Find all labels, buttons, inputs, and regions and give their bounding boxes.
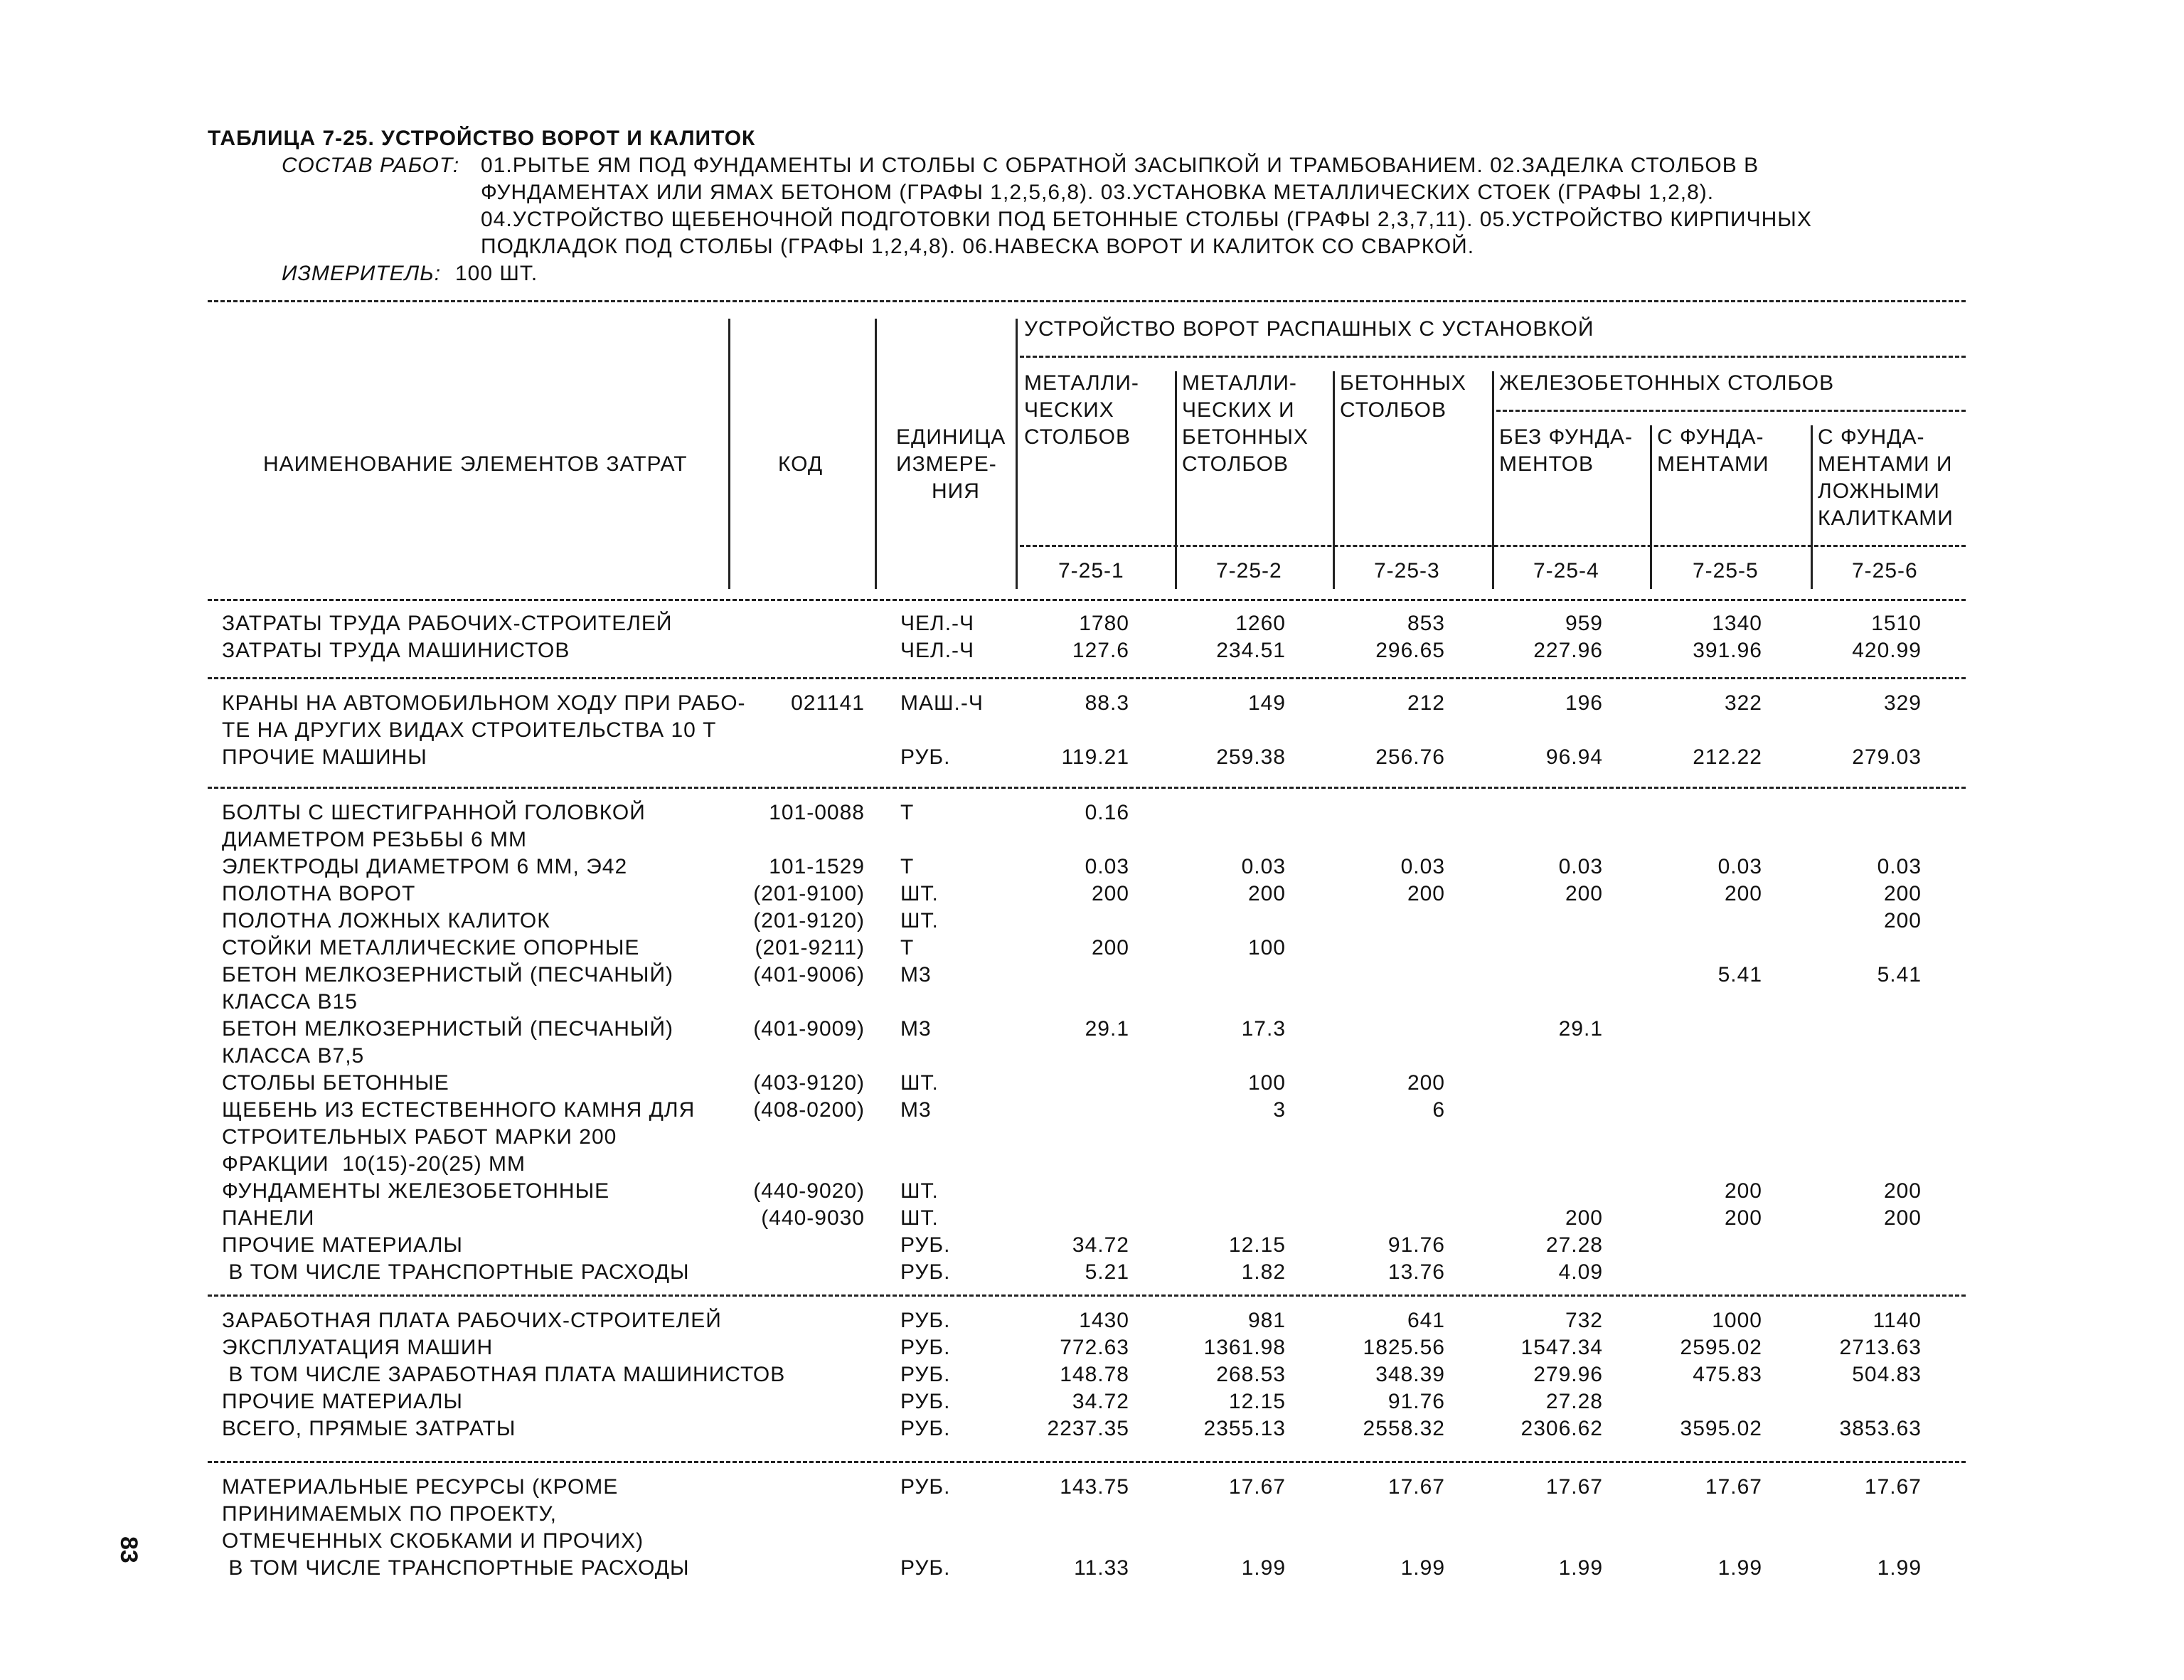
row-value: 2558.32 [1363,1417,1445,1440]
header-sub-rc-c: КАЛИТКАМИ [1818,506,1954,530]
row-value: 1780 [1079,612,1129,635]
row-value: 2237.35 [1047,1417,1129,1440]
header-unit-column: НИЯ [932,479,980,503]
row-value: 0.03 [1241,855,1286,878]
header-divider [875,319,877,589]
header-divider [1016,319,1018,589]
row-value: 29.1 [1558,1017,1603,1041]
composition-line: ФУНДАМЕНТАХ ИЛИ ЯМАХ БЕТОНОМ (ГРАФЫ 1,2,5,6,8). 03.УСТАНОВКА МЕТАЛЛИЧЕСКИХ СТОЕК (ГРАФЫ 1,2,8). [481,181,1715,204]
header-codes-rule [1020,545,1966,547]
row-unit: Т [900,936,915,959]
section-rule [208,677,1966,679]
row-name: КЛАССА В15 [222,990,358,1014]
row-value: 279.03 [1852,745,1922,769]
header-sub-rc: ЖЕЛЕЗОБЕТОННЫХ СТОЛБОВ [1499,371,1835,395]
column-code: 7-25-6 [1852,559,1918,583]
header-bottom-rule [208,599,1966,601]
row-name: БЕТОН МЕЛКОЗЕРНИСТЫЙ (ПЕСЧАНЫЙ) [222,963,673,987]
row-code: (201-9100) [753,882,865,905]
row-value: 1825.56 [1363,1336,1445,1359]
header-sub-rc-c: С ФУНДА- [1818,425,1925,449]
row-name: В ТОМ ЧИСЛЕ ТРАНСПОРТНЫЕ РАСХОДЫ [222,1260,690,1284]
row-value: 296.65 [1375,639,1445,662]
row-value: 88.3 [1085,691,1129,715]
row-value: 420.99 [1852,639,1922,662]
row-value: 200 [1091,936,1129,959]
header-sub-rc-c: МЕНТАМИ И [1818,452,1953,476]
row-name: СТРОИТЕЛЬНЫХ РАБОТ МАРКИ 200 [222,1125,617,1149]
row-name: ПРОЧИЕ МАШИНЫ [222,745,427,769]
row-value: 2306.62 [1520,1417,1603,1440]
composition-line: 04.УСТРОЙСТВО ЩЕБЕНОЧНОЙ ПОДГОТОВКИ ПОД БЕТОННЫЕ СТОЛБЫ (ГРАФЫ 2,3,7,11). 05.УСТРОЙСТВО КИРПИЧНЫХ [481,208,1812,231]
row-name: БЕТОН МЕЛКОЗЕРНИСТЫЙ (ПЕСЧАНЫЙ) [222,1017,673,1041]
header-code-column: КОД [778,452,824,476]
row-value: 17.67 [1864,1475,1922,1499]
composition-line: ПОДКЛАДОК ПОД СТОЛБЫ (ГРАФЫ 1,2,4,8). 06.НАВЕСКА ВОРОТ И КАЛИТОК СО СВАРКОЙ. [481,235,1475,258]
row-value: 329 [1883,691,1922,715]
row-value: 17.3 [1241,1017,1286,1041]
header-sub-metal-concrete: МЕТАЛЛИ- [1182,371,1297,395]
header-sub-metal-concrete: ЧЕСКИХ И [1182,398,1295,422]
row-value: 959 [1565,612,1603,635]
row-value: 200 [1883,1206,1922,1230]
header-name-column: НАИМЕНОВАНИЕ ЭЛЕМЕНТОВ ЗАТРАТ [263,452,688,476]
header-divider [1650,425,1652,589]
row-unit: РУБ. [900,1260,951,1284]
row-value: 1340 [1712,612,1762,635]
row-code: (401-9006) [753,963,865,987]
column-code: 7-25-3 [1374,559,1440,583]
row-value: 4.09 [1558,1260,1603,1284]
row-value: 279.96 [1533,1363,1603,1386]
row-value: 27.28 [1545,1390,1603,1413]
row-name: ПРОЧИЕ МАТЕРИАЛЫ [222,1390,463,1413]
row-name: ФРАКЦИИ 10(15)-20(25) ММ [222,1152,526,1176]
row-value: 234.51 [1216,639,1286,662]
row-name: ПОЛОТНА ВОРОТ [222,882,416,905]
row-value: 1510 [1871,612,1922,635]
row-code: (440-9030 [761,1206,865,1230]
row-name: ОТМЕЧЕННЫХ СКОБКАМИ И ПРОЧИХ) [222,1529,644,1553]
row-value: 200 [1724,1179,1762,1203]
header-unit-column: ЕДИНИЦА [896,425,1006,449]
row-value: 91.76 [1387,1233,1445,1257]
row-name: ПОЛОТНА ЛОЖНЫХ КАЛИТОК [222,909,550,932]
row-value: 1000 [1712,1309,1762,1332]
row-name: ЗАТРАТЫ ТРУДА РАБОЧИХ-СТРОИТЕЛЕЙ [222,612,673,635]
row-value: 2355.13 [1203,1417,1286,1440]
row-unit: РУБ. [900,1556,951,1580]
header-sub-concrete: СТОЛБОВ [1340,398,1447,422]
header-sub-metal-concrete: СТОЛБОВ [1182,452,1289,476]
row-value: 17.67 [1387,1475,1445,1499]
row-value: 0.03 [1085,855,1129,878]
row-value: 322 [1724,691,1762,715]
header-sub-concrete: БЕТОННЫХ [1340,371,1466,395]
section-rule [208,1461,1966,1463]
section-rule [208,787,1966,789]
row-value: 200 [1724,882,1762,905]
row-value: 149 [1247,691,1286,715]
column-code: 7-25-2 [1216,559,1282,583]
row-value: 196 [1565,691,1603,715]
row-value: 200 [1565,1206,1603,1230]
header-divider [1175,371,1177,589]
row-name: В ТОМ ЧИСЛЕ ЗАРАБОТНАЯ ПЛАТА МАШИНИСТОВ [222,1363,786,1386]
row-name: ЭКСПЛУАТАЦИЯ МАШИН [222,1336,494,1359]
header-sub-metal-concrete: БЕТОННЫХ [1182,425,1309,449]
measure-value: 100 ШТ. [455,262,538,285]
row-name: ТЕ НА ДРУГИХ ВИДАХ СТРОИТЕЛЬСТВА 10 Т [222,718,717,742]
row-code: (401-9009) [753,1017,865,1041]
header-divider [728,319,730,589]
row-unit: ЧЕЛ.-Ч [900,612,975,635]
row-value: 1.99 [1717,1556,1762,1580]
row-value: 981 [1247,1309,1286,1332]
row-code: (440-9020) [753,1179,865,1203]
row-unit: М3 [900,963,932,987]
header-sub-metal: СТОЛБОВ [1024,425,1131,449]
row-name: ПРОЧИЕ МАТЕРИАЛЫ [222,1233,463,1257]
measure-label: ИЗМЕРИТЕЛЬ: [282,262,442,285]
row-value: 2713.63 [1839,1336,1922,1359]
header-sub-rc-b: МЕНТАМИ [1657,452,1769,476]
row-unit: РУБ. [900,745,951,769]
row-unit: РУБ. [900,1336,951,1359]
row-value: 212.22 [1693,745,1762,769]
row-code: 101-0088 [769,801,865,824]
row-value: 504.83 [1852,1363,1922,1386]
header-group-title: УСТРОЙСТВО ВОРОТ РАСПАШНЫХ С УСТАНОВКОЙ [1024,317,1594,341]
row-value: 3853.63 [1839,1417,1922,1440]
table-title: ТАБЛИЦА 7-25. УСТРОЙСТВО ВОРОТ И КАЛИТОК [208,127,756,150]
row-value: 12.15 [1228,1390,1286,1413]
row-name: ЭЛЕКТРОДЫ ДИАМЕТРОМ 6 ММ, Э42 [222,855,628,878]
row-unit: ШТ. [900,882,939,905]
row-code: (408-0200) [753,1098,865,1122]
row-name: СТОЛБЫ БЕТОННЫЕ [222,1071,449,1095]
header-sub-rc-a: БЕЗ ФУНДА- [1499,425,1633,449]
composition-line: 01.РЫТЬЕ ЯМ ПОД ФУНДАМЕНТЫ И СТОЛБЫ С ОБРАТНОЙ ЗАСЫПКОЙ И ТРАМБОВАНИЕМ. 02.ЗАДЕЛКА СТОЛБОВ В [481,154,1759,177]
row-value: 119.21 [1061,745,1129,769]
row-value: 3595.02 [1680,1417,1762,1440]
row-value: 34.72 [1072,1390,1129,1413]
row-value: 127.6 [1072,639,1129,662]
header-sub-rc-b: С ФУНДА- [1657,425,1764,449]
row-value: 12.15 [1228,1233,1286,1257]
row-value: 1260 [1235,612,1286,635]
row-value: 0.03 [1558,855,1603,878]
row-value: 13.76 [1387,1260,1445,1284]
header-divider [1333,371,1335,589]
row-value: 143.75 [1060,1475,1129,1499]
row-value: 5.21 [1085,1260,1129,1284]
row-value: 27.28 [1545,1233,1603,1257]
header-top-rule [208,300,1966,302]
header-divider [1811,425,1813,589]
row-value: 3 [1273,1098,1286,1122]
row-unit: ШТ. [900,1071,939,1095]
row-value: 200 [1565,882,1603,905]
row-value: 1430 [1079,1309,1129,1332]
row-name: СТОЙКИ МЕТАЛЛИЧЕСКИЕ ОПОРНЫЕ [222,936,640,959]
row-name: ЗАТРАТЫ ТРУДА МАШИНИСТОВ [222,639,570,662]
row-value: 259.38 [1216,745,1286,769]
row-value: 200 [1407,1071,1445,1095]
row-value: 1547.34 [1520,1336,1603,1359]
row-value: 148.78 [1060,1363,1129,1386]
header-subgroup-rule [1496,410,1966,412]
row-unit: ШТ. [900,909,939,932]
row-value: 200 [1883,882,1922,905]
row-name: МАТЕРИАЛЬНЫЕ РЕСУРСЫ (КРОМЕ [222,1475,619,1499]
row-value: 29.1 [1085,1017,1129,1041]
composition-label: СОСТАВ РАБОТ: [282,154,460,177]
row-value: 0.03 [1400,855,1445,878]
row-code: 021141 [791,691,865,715]
header-sub-rc-a: МЕНТОВ [1499,452,1594,476]
row-value: 100 [1247,936,1286,959]
row-name: В ТОМ ЧИСЛЕ ТРАНСПОРТНЫЕ РАСХОДЫ [222,1556,690,1580]
row-value: 1.99 [1558,1556,1603,1580]
row-name: БОЛТЫ С ШЕСТИГРАННОЙ ГОЛОВКОЙ [222,801,646,824]
row-name: ЩЕБЕНЬ ИЗ ЕСТЕСТВЕННОГО КАМНЯ ДЛЯ [222,1098,696,1122]
header-divider [1492,371,1494,589]
row-value: 5.41 [1877,963,1922,987]
row-unit: ЧЕЛ.-Ч [900,639,975,662]
row-value: 475.83 [1693,1363,1762,1386]
row-name: ПРИНИМАЕМЫХ ПО ПРОЕКТУ, [222,1502,557,1526]
row-value: 11.33 [1074,1556,1129,1580]
row-unit: РУБ. [900,1390,951,1413]
row-name: КЛАССА В7,5 [222,1044,365,1068]
row-value: 1361.98 [1203,1336,1286,1359]
row-value: 100 [1247,1071,1286,1095]
row-value: 853 [1407,612,1445,635]
column-code: 7-25-4 [1533,559,1599,583]
row-value: 17.67 [1545,1475,1603,1499]
row-value: 6 [1432,1098,1445,1122]
row-value: 17.67 [1228,1475,1286,1499]
row-unit: Т [900,855,915,878]
row-value: 200 [1724,1206,1762,1230]
row-unit: ШТ. [900,1179,939,1203]
row-value: 391.96 [1693,639,1762,662]
header-unit-column: ИЗМЕРЕ- [896,452,997,476]
row-name: ПАНЕЛИ [222,1206,315,1230]
header-sub-metal: МЕТАЛЛИ- [1024,371,1139,395]
row-code: (201-9120) [753,909,865,932]
row-unit: РУБ. [900,1309,951,1332]
row-name: КРАНЫ НА АВТОМОБИЛЬНОМ ХОДУ ПРИ РАБО- [222,691,746,715]
row-unit: РУБ. [900,1417,951,1440]
row-unit: РУБ. [900,1233,951,1257]
row-unit: ШТ. [900,1206,939,1230]
header-sub-metal: ЧЕСКИХ [1024,398,1114,422]
row-value: 256.76 [1375,745,1445,769]
row-value: 227.96 [1533,639,1603,662]
row-value: 2595.02 [1680,1336,1762,1359]
row-name: ДИАМЕТРОМ РЕЗЬБЫ 6 ММ [222,828,527,851]
row-value: 0.03 [1877,855,1922,878]
column-code: 7-25-1 [1058,559,1124,583]
row-value: 1.99 [1400,1556,1445,1580]
row-value: 91.76 [1387,1390,1445,1413]
row-unit: РУБ. [900,1475,951,1499]
row-unit: М3 [900,1017,932,1041]
section-rule [208,1294,1966,1297]
row-value: 1.99 [1241,1556,1286,1580]
row-value: 268.53 [1216,1363,1286,1386]
row-unit: М3 [900,1098,932,1122]
column-code: 7-25-5 [1693,559,1759,583]
row-value: 0.16 [1085,801,1129,824]
row-value: 212 [1407,691,1445,715]
row-value: 200 [1883,909,1922,932]
page-number: 83 [115,1536,142,1563]
row-code: 101-1529 [769,855,865,878]
row-value: 348.39 [1375,1363,1445,1386]
row-value: 0.03 [1717,855,1762,878]
row-value: 1140 [1873,1309,1922,1332]
row-unit: МАШ.-Ч [900,691,984,715]
row-value: 772.63 [1060,1336,1129,1359]
row-unit: РУБ. [900,1363,951,1386]
row-value: 200 [1407,882,1445,905]
row-value: 732 [1565,1309,1603,1332]
row-name: ФУНДАМЕНТЫ ЖЕЛЕЗОБЕТОННЫЕ [222,1179,610,1203]
row-value: 641 [1407,1309,1445,1332]
row-value: 34.72 [1072,1233,1129,1257]
row-value: 96.94 [1545,745,1603,769]
row-code: (201-9211) [755,936,865,959]
row-value: 17.67 [1705,1475,1762,1499]
row-unit: Т [900,801,915,824]
row-code: (403-9120) [753,1071,865,1095]
row-name: ЗАРАБОТНАЯ ПЛАТА РАБОЧИХ-СТРОИТЕЛЕЙ [222,1309,722,1332]
row-value: 1.82 [1241,1260,1286,1284]
header-group-rule [1020,356,1966,358]
header-sub-rc-c: ЛОЖНЫМИ [1818,479,1940,503]
row-value: 200 [1091,882,1129,905]
row-name: ВСЕГО, ПРЯМЫЕ ЗАТРАТЫ [222,1417,516,1440]
row-value: 200 [1883,1179,1922,1203]
row-value: 5.41 [1717,963,1762,987]
row-value: 200 [1247,882,1286,905]
row-value: 1.99 [1877,1556,1922,1580]
